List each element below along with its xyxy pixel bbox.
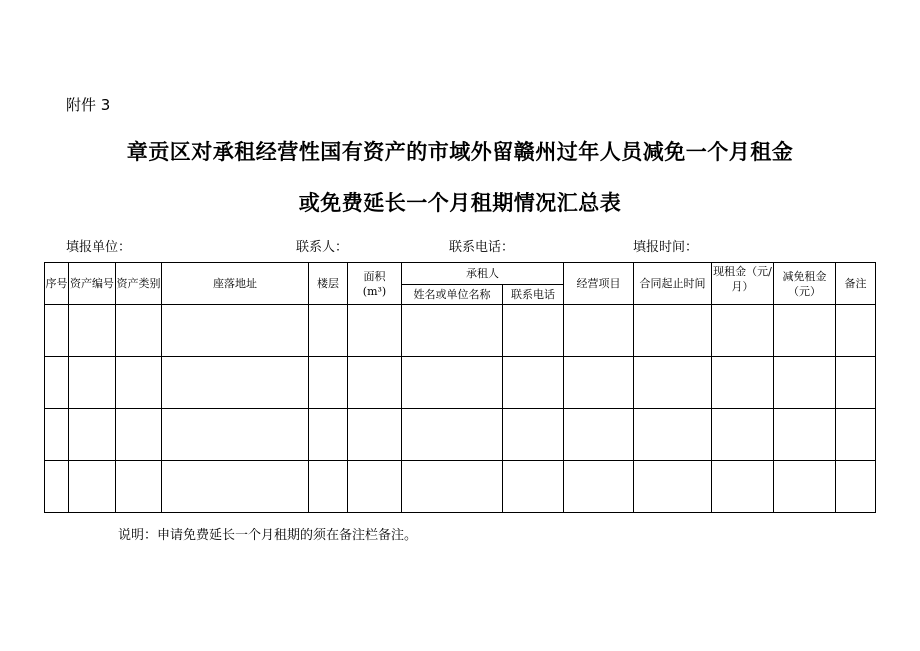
table-cell[interactable] [836,357,876,409]
table-cell[interactable] [503,305,564,357]
table-cell[interactable] [402,409,503,461]
table-cell[interactable] [634,409,712,461]
table-cell[interactable] [45,305,69,357]
table-row [45,305,876,357]
table-cell[interactable] [45,357,69,409]
table-cell[interactable] [348,409,402,461]
header-address: 座落地址 [162,263,309,305]
table-cell[interactable] [348,357,402,409]
header-rent-reduction: 减免租金（元） [774,263,836,305]
table-cell[interactable] [402,461,503,513]
table-cell[interactable] [774,305,836,357]
fill-unit-label: 填报单位： [66,240,132,255]
fill-contact-label: 联系人： [296,240,349,255]
table-header-row [45,263,876,285]
table-cell[interactable] [503,409,564,461]
header-lessee-phone: 联系电话 [503,285,564,305]
note-text: 说明：申请免费延长一个月租期的须在备注栏备注。 [118,528,418,543]
table-row [45,357,876,409]
table-cell[interactable] [45,461,69,513]
table-body [45,305,876,513]
table-cell[interactable] [348,305,402,357]
table-cell[interactable] [116,461,162,513]
header-seq: 序号 [45,263,69,305]
table-cell[interactable] [774,357,836,409]
header-asset-no: 资产编号 [69,263,116,305]
table-cell[interactable] [402,305,503,357]
table-cell[interactable] [309,409,348,461]
summary-table [44,262,876,513]
table-cell[interactable] [69,461,116,513]
attachment-label: 附件 3 [66,96,111,114]
table-cell[interactable] [162,409,309,461]
header-area-label: 面积 [363,269,386,283]
header-remarks: 备注 [836,263,876,305]
table-cell[interactable] [634,305,712,357]
table-cell[interactable] [564,461,634,513]
table-cell[interactable] [774,409,836,461]
table-cell[interactable] [634,357,712,409]
header-asset-type: 资产类别 [116,263,162,305]
table-cell[interactable] [564,409,634,461]
header-floor: 楼层 [309,263,348,305]
fill-time-label: 填报时间： [633,240,699,255]
header-business: 经营项目 [564,263,634,305]
table-cell[interactable] [162,305,309,357]
header-current-rent: 现租金（元/月） [712,263,774,305]
table-cell[interactable] [309,357,348,409]
document-title-line-1: 章贡区对承租经营性国有资产的市域外留赣州过年人员减免一个月租金 [126,140,794,164]
table-cell[interactable] [503,357,564,409]
table-cell[interactable] [564,305,634,357]
fill-phone-label: 联系电话： [449,240,515,255]
header-area [348,263,402,305]
table-cell[interactable] [348,461,402,513]
table-cell[interactable] [116,409,162,461]
table-row [45,461,876,513]
document-title-line-2: 或免费延长一个月租期情况汇总表 [298,191,622,215]
table-cell[interactable] [712,461,774,513]
table-cell[interactable] [836,305,876,357]
header-lessee-name: 姓名或单位名称 [402,285,503,305]
table-cell[interactable] [712,305,774,357]
header-contract-period: 合同起止时间 [634,263,712,305]
table-cell[interactable] [69,305,116,357]
table-cell[interactable] [162,357,309,409]
table-cell[interactable] [774,461,836,513]
table-cell[interactable] [116,305,162,357]
table-cell[interactable] [564,357,634,409]
table-cell[interactable] [712,357,774,409]
table-cell[interactable] [45,409,69,461]
table-cell[interactable] [116,357,162,409]
table-cell[interactable] [309,461,348,513]
table-row [45,409,876,461]
header-area-unit: (m³) [362,284,387,298]
table-cell[interactable] [503,461,564,513]
table-cell[interactable] [162,461,309,513]
table-cell[interactable] [712,409,774,461]
table-cell[interactable] [634,461,712,513]
table-cell[interactable] [402,357,503,409]
table-cell[interactable] [69,409,116,461]
table-cell[interactable] [309,305,348,357]
table-cell[interactable] [69,357,116,409]
table-cell[interactable] [836,461,876,513]
header-lessee: 承租人 [402,263,564,285]
table-cell[interactable] [836,409,876,461]
